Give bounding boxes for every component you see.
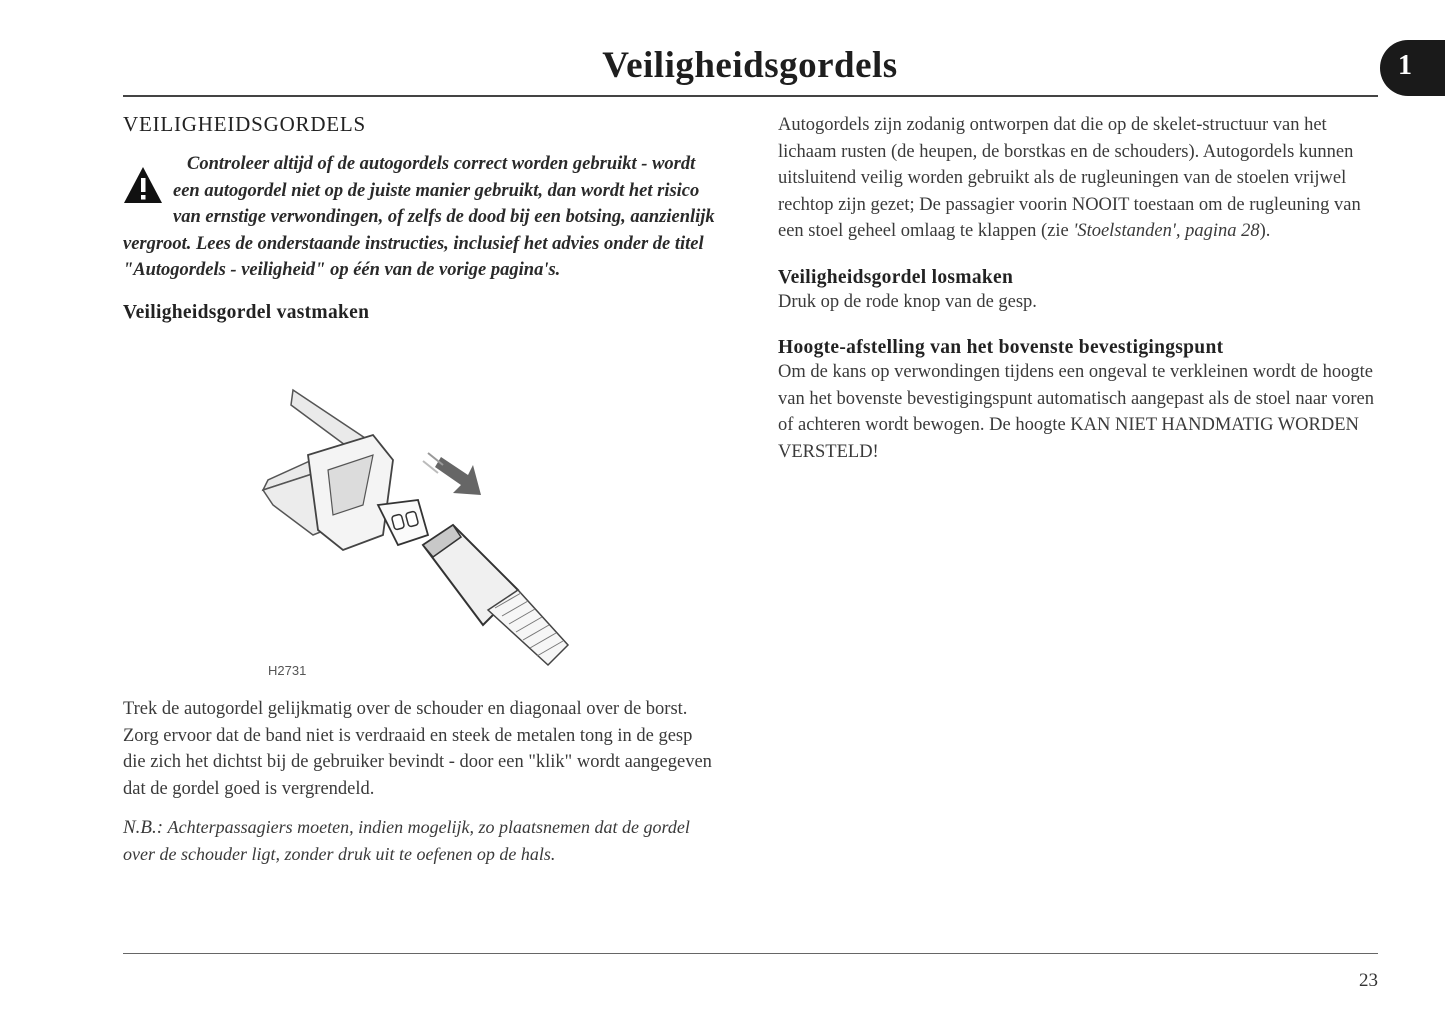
- warning-triangle-icon: [123, 165, 163, 205]
- fasten-heading: Veiligheidsgordel vastmaken: [123, 301, 370, 323]
- page-title: Veiligheidsgordels: [602, 45, 898, 86]
- left-column: [123, 112, 718, 324]
- fasten-text-block: [123, 696, 718, 868]
- intro-reference: 'Stoelstanden', pagina 28: [1073, 221, 1260, 241]
- intro-part2: ).: [1259, 221, 1271, 241]
- height-heading: Hoogte-afstelling van het bovenste bevestigingspunt: [778, 337, 1224, 358]
- fasten-text: Trek de autogordel gelijkmatig over de schouder en diagonaal over de borst. Zorg ervoor dat de band niet is verdraaid en steek de metalen tong in de gesp die zich het dichtst bij de gebruiker bevindt - door een "klik" wordt aangegeven dat de gordel goed is vergrendeld.: [123, 699, 712, 799]
- warning-text: Controleer altijd of de autogordels correct worden gebruikt - wordt een autogordel niet op de juiste manier gebruikt, dan wordt het risico van ernstige verwondingen, of zelfs de dood bij een botsing, aanzienlijk vergroot. Lees de onderstaande instructies, inclusief het advies onder de titel "Autogordels - veiligheid" op één van de vorige pagina's.: [123, 154, 715, 280]
- release-text: Druk op de rode knop van de gesp.: [778, 291, 1037, 312]
- note-label: N.B.:: [123, 817, 164, 838]
- page-number: 23: [1359, 970, 1378, 991]
- section-heading: VEILIGHEIDSGORDELS: [123, 112, 367, 136]
- seatbelt-buckle-icon: [123, 385, 603, 685]
- right-column: [778, 112, 1378, 465]
- chapter-tab: [1380, 40, 1445, 96]
- note-text: Achterpassagiers moeten, indien mogelijk, zo plaatsnemen dat de gordel over de schouder ligt, zonder druk uit te oefenen op de hals.: [123, 817, 690, 864]
- warning-block: [123, 151, 718, 284]
- seatbelt-buckle-illustration: [123, 385, 603, 685]
- footer-rule: [123, 953, 1378, 954]
- height-text: Om de kans op verwondingen tijdens een ongeval te verkleinen wordt de hoogte van het bovenste bevestigingspunt automatisch aangepast als de stoel naar voren of achteren wordt bewogen. De hoogte KAN NIET HANDMATIG WORDEN VERSTELD!: [778, 362, 1374, 462]
- intro-text: [778, 112, 1378, 245]
- header-rule: [123, 95, 1378, 97]
- chapter-number: 1: [1398, 50, 1412, 81]
- figure-code: H2731: [268, 663, 307, 678]
- note: [123, 814, 718, 868]
- release-heading: Veiligheidsgordel losmaken: [778, 266, 1014, 288]
- intro-part1: Autogordels zijn zodanig ontworpen dat die op de skelet-structuur van het lichaam rusten (de heupen, de borstkas en de schouders). Autogordels kunnen uitsluitend veilig worden gebruikt als de rugleuningen van de stoelen vrijwel rechtop zijn gezet; De passagier voorin NOOIT toestaan om de rugleuning van een stoel geheel omlaag te klappen (zie: [778, 115, 1361, 241]
